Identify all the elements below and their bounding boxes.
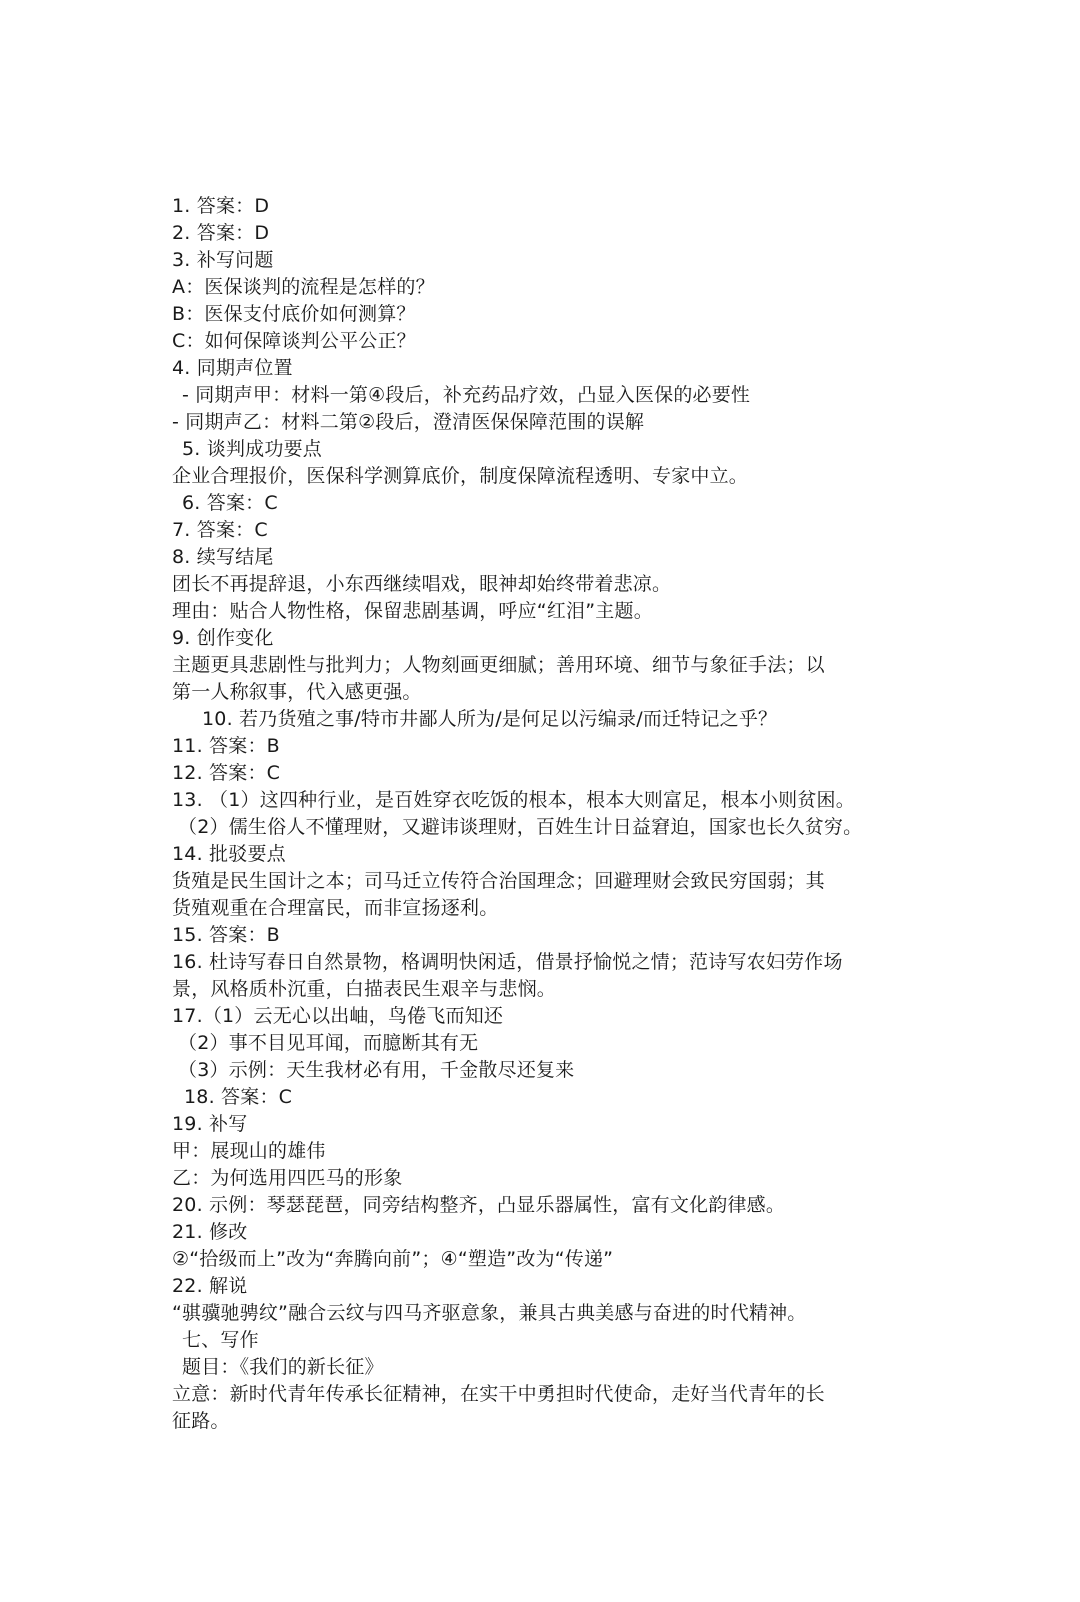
- answer-line: 20. 示例：琴瑟琵琶，同旁结构整齐，凸显乐器属性，富有文化韵律感。: [172, 1194, 786, 1216]
- answer-line: 10. 若乃货殖之事/特市井鄙人所为/是何足以污编录/而迁特记之乎？: [202, 708, 778, 730]
- answer-line: （2）儒生俗人不懂理财，又避讳谈理财，百姓生计日益窘迫，国家也长久贫穷。: [178, 816, 863, 838]
- answer-line: 理由：贴合人物性格，保留悲剧基调，呼应“红泪”主题。: [172, 600, 653, 622]
- answer-line: 4. 同期声位置: [172, 357, 293, 379]
- answer-line: 题目：《我们的新长征》: [182, 1356, 384, 1378]
- answer-line: 3. 补写问题: [172, 249, 274, 271]
- answer-line: 征路。: [172, 1410, 230, 1432]
- answer-line: 景，风格质朴沉重，白描表民生艰辛与悲悯。: [172, 978, 557, 1000]
- answer-line: 9. 创作变化: [172, 627, 274, 649]
- answer-line: 货殖是民生国计之本；司马迁立传符合治国理念；回避理财会致民穷国弱；其: [172, 870, 825, 892]
- section-heading: 七、写作: [182, 1329, 259, 1351]
- answer-line: （2）事不目见耳闻，而臆断其有无: [178, 1032, 479, 1054]
- answer-line: - 同期声乙：材料二第②段后，澄清医保保障范围的误解: [172, 411, 645, 433]
- answer-line: 13. （1）这四种行业，是百姓穿衣吃饭的根本，根本大则富足，根本小则贫困。: [172, 789, 855, 811]
- answer-line: 主题更具悲剧性与批判力；人物刻画更细腻；善用环境、细节与象征手法；以: [172, 654, 825, 676]
- answer-line: 2. 答案：D: [172, 222, 270, 244]
- answer-line: 团长不再提辞退，小东西继续唱戏，眼神却始终带着悲凉。: [172, 573, 672, 595]
- answer-line: 12. 答案：C: [172, 762, 281, 784]
- answer-line: 第一人称叙事，代入感更强。: [172, 681, 422, 703]
- answer-line: 6. 答案：C: [182, 492, 278, 514]
- answer-line: 19. 补写: [172, 1113, 248, 1135]
- answer-line: 17.（1）云无心以出岫，鸟倦飞而知还: [172, 1005, 504, 1027]
- answer-line: 货殖观重在合理富民，而非宣扬逐利。: [172, 897, 499, 919]
- answer-line: ②“拾级而上”改为“奔腾向前”；④“塑造”改为“传递”: [172, 1248, 614, 1270]
- answer-line: 15. 答案：B: [172, 924, 280, 946]
- answer-text-block: [172, 193, 902, 1435]
- answer-line: C：如何保障谈判公平公正？: [172, 330, 416, 352]
- answer-line: “骐骥驰骋纹”融合云纹与四马齐驱意象，兼具古典美感与奋进的时代精神。: [172, 1302, 807, 1324]
- answer-line: （3）示例：天生我材必有用，千金散尽还复来: [178, 1059, 575, 1081]
- answer-line: 企业合理报价，医保科学测算底价，制度保障流程透明、专家中立。: [172, 465, 749, 487]
- answer-line: B：医保支付底价如何测算？: [172, 303, 416, 325]
- answer-line: 21. 修改: [172, 1221, 248, 1243]
- answer-line: 16. 杜诗写春日自然景物，格调明快闲适，借景抒愉悦之情；范诗写农妇劳作场: [172, 951, 843, 973]
- answer-line: 5. 谈判成功要点: [182, 438, 322, 460]
- answer-line: 7. 答案：C: [172, 519, 268, 541]
- answer-line: 18. 答案：C: [184, 1086, 293, 1108]
- answer-line: 甲：展现山的雄伟: [172, 1140, 326, 1162]
- answer-line: 8. 续写结尾: [172, 546, 274, 568]
- answer-line: 1. 答案：D: [172, 195, 270, 217]
- answer-line: - 同期声甲：材料一第④段后，补充药品疗效，凸显入医保的必要性: [182, 384, 751, 406]
- answer-line: 14. 批驳要点: [172, 843, 286, 865]
- answer-line: 11. 答案：B: [172, 735, 280, 757]
- answer-line: 立意：新时代青年传承长征精神，在实干中勇担时代使命，走好当代青年的长: [172, 1383, 825, 1405]
- answer-line: 22. 解说: [172, 1275, 248, 1297]
- answer-line: 乙：为何选用四匹马的形象: [172, 1167, 403, 1189]
- answer-line: A：医保谈判的流程是怎样的？: [172, 276, 435, 298]
